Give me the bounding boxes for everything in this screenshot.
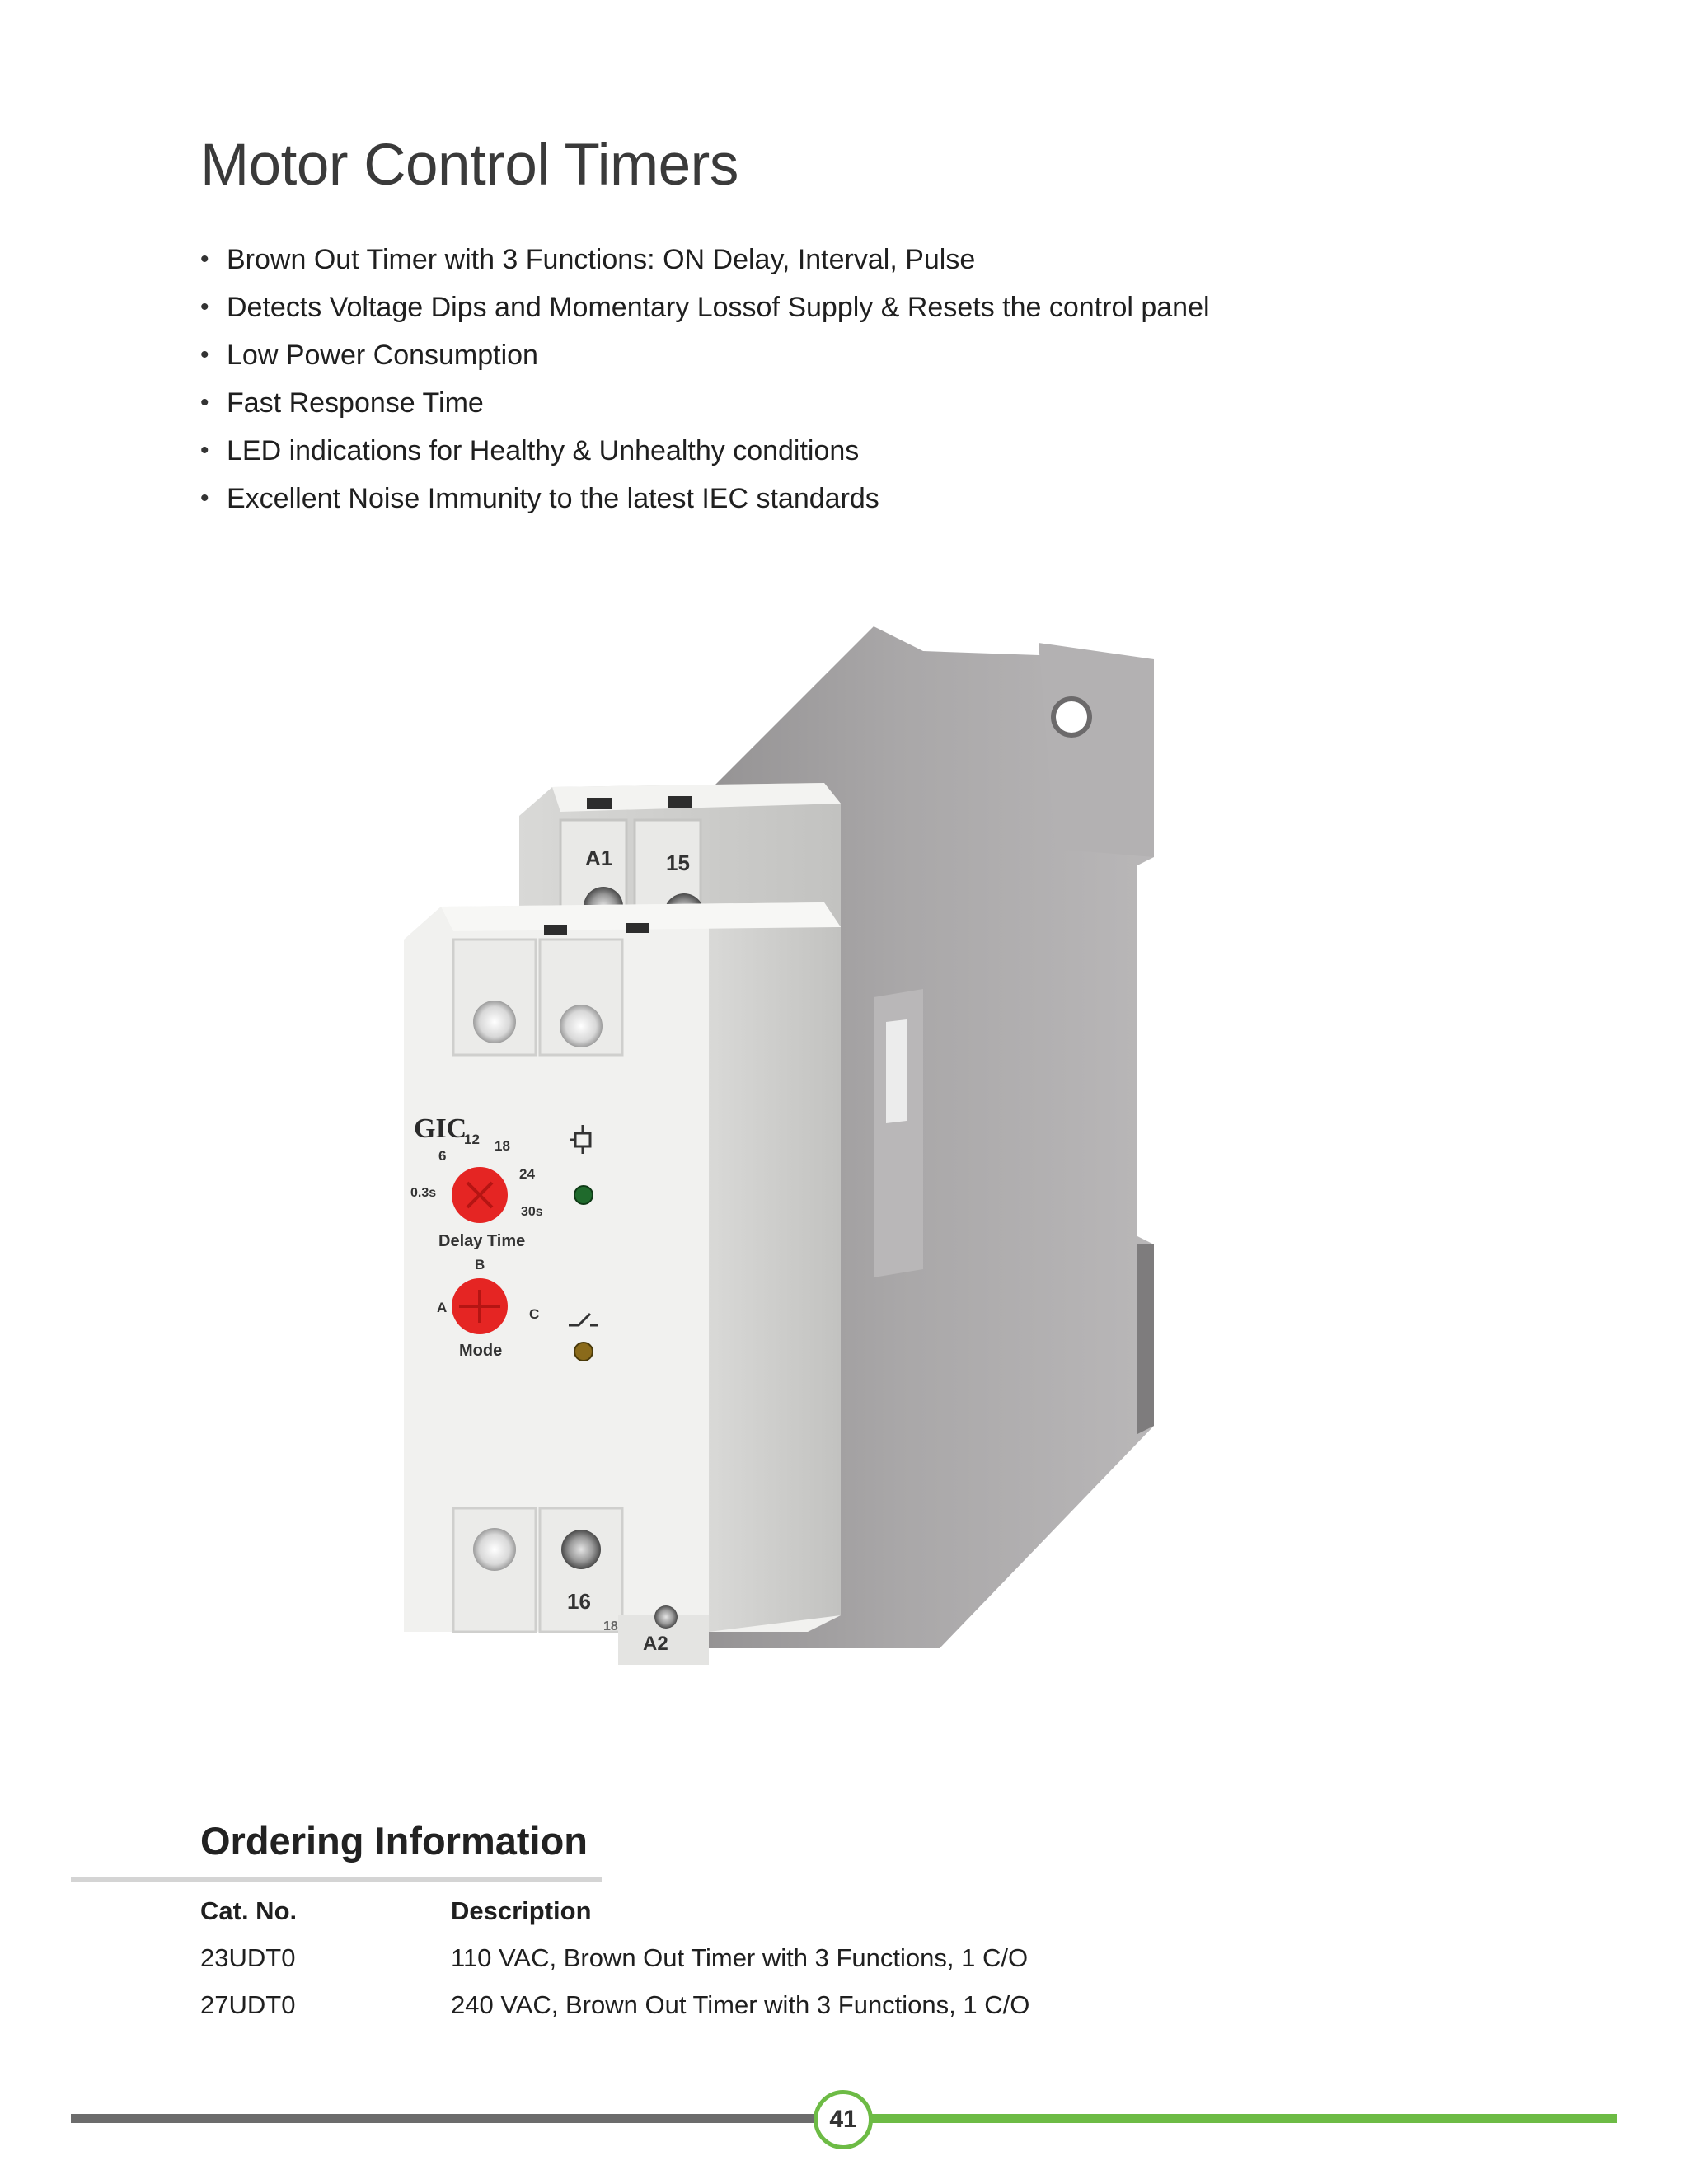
product-photo (346, 610, 1170, 1747)
dial-mark: B (475, 1257, 485, 1272)
feature-item: • LED indications for Healthy & Unhealthy conditions (200, 427, 1210, 475)
terminal-hole (560, 1005, 603, 1047)
feature-item: • Low Power Consumption (200, 331, 1210, 379)
page-title: Motor Control Timers (200, 133, 738, 198)
dial-mark: 12 (464, 1132, 480, 1147)
heading-divider (71, 1877, 602, 1882)
brand-logo: GIC (414, 1113, 467, 1144)
footer-rule-right (871, 2114, 1617, 2123)
feature-item: • Detects Voltage Dips and Momentary Lossof Supply & Resets the control panel (200, 284, 1210, 331)
terminal-screw (561, 1530, 601, 1569)
cat-no-cell: 27UDT0 (200, 1990, 296, 2019)
dial-mark: 18 (495, 1138, 510, 1154)
terminal-label-16: 16 (567, 1589, 591, 1614)
description-cell: 240 VAC, Brown Out Timer with 3 Functions, 1 C/O (451, 1990, 1030, 2019)
healthy-led (574, 1186, 593, 1204)
terminal-label-a1: A1 (585, 846, 613, 870)
dial-label: Delay Time (438, 1232, 526, 1250)
column-header-description: Description (451, 1896, 592, 1925)
table-header-row (200, 1887, 1029, 1934)
dial-mark: A (437, 1300, 448, 1315)
page-number: 41 (814, 2090, 873, 2149)
column-header-cat-no: Cat. No. (200, 1896, 298, 1925)
feature-list (200, 236, 1210, 523)
dial-mark: 6 (438, 1148, 447, 1164)
description-cell: 110 VAC, Brown Out Timer with 3 Functions, 1 C/O (451, 1943, 1029, 1972)
dial-label: Mode (459, 1342, 503, 1360)
unhealthy-led (574, 1343, 593, 1361)
terminal-label-18: 18 (603, 1619, 618, 1633)
feature-item: • Excellent Noise Immunity to the latest IEC standards (200, 475, 1210, 523)
cat-no-cell: 23UDT0 (200, 1943, 296, 1972)
dial-mark: 24 (519, 1166, 535, 1182)
feature-item: • Fast Response Time (200, 379, 1210, 427)
terminal-hole (473, 1528, 516, 1571)
dial-mark: 30s (521, 1205, 543, 1219)
dial-mark: 0.3s (410, 1186, 437, 1200)
terminal-label-a2: A2 (643, 1633, 668, 1655)
front-module (404, 902, 841, 1665)
terminal-label-15: 15 (666, 851, 690, 875)
dial-mark: C (529, 1306, 540, 1322)
ordering-table (200, 1887, 1029, 2028)
footer-rule-left (71, 2114, 817, 2123)
terminal-hole (473, 1001, 516, 1043)
terminal-screw (654, 1605, 678, 1629)
feature-item: • Brown Out Timer with 3 Functions: ON Delay, Interval, Pulse (200, 236, 1210, 284)
mount-hole (1053, 699, 1090, 735)
table-row (200, 1981, 1029, 2028)
table-row (200, 1934, 1029, 1981)
ordering-heading: Ordering Information (200, 1819, 588, 1863)
